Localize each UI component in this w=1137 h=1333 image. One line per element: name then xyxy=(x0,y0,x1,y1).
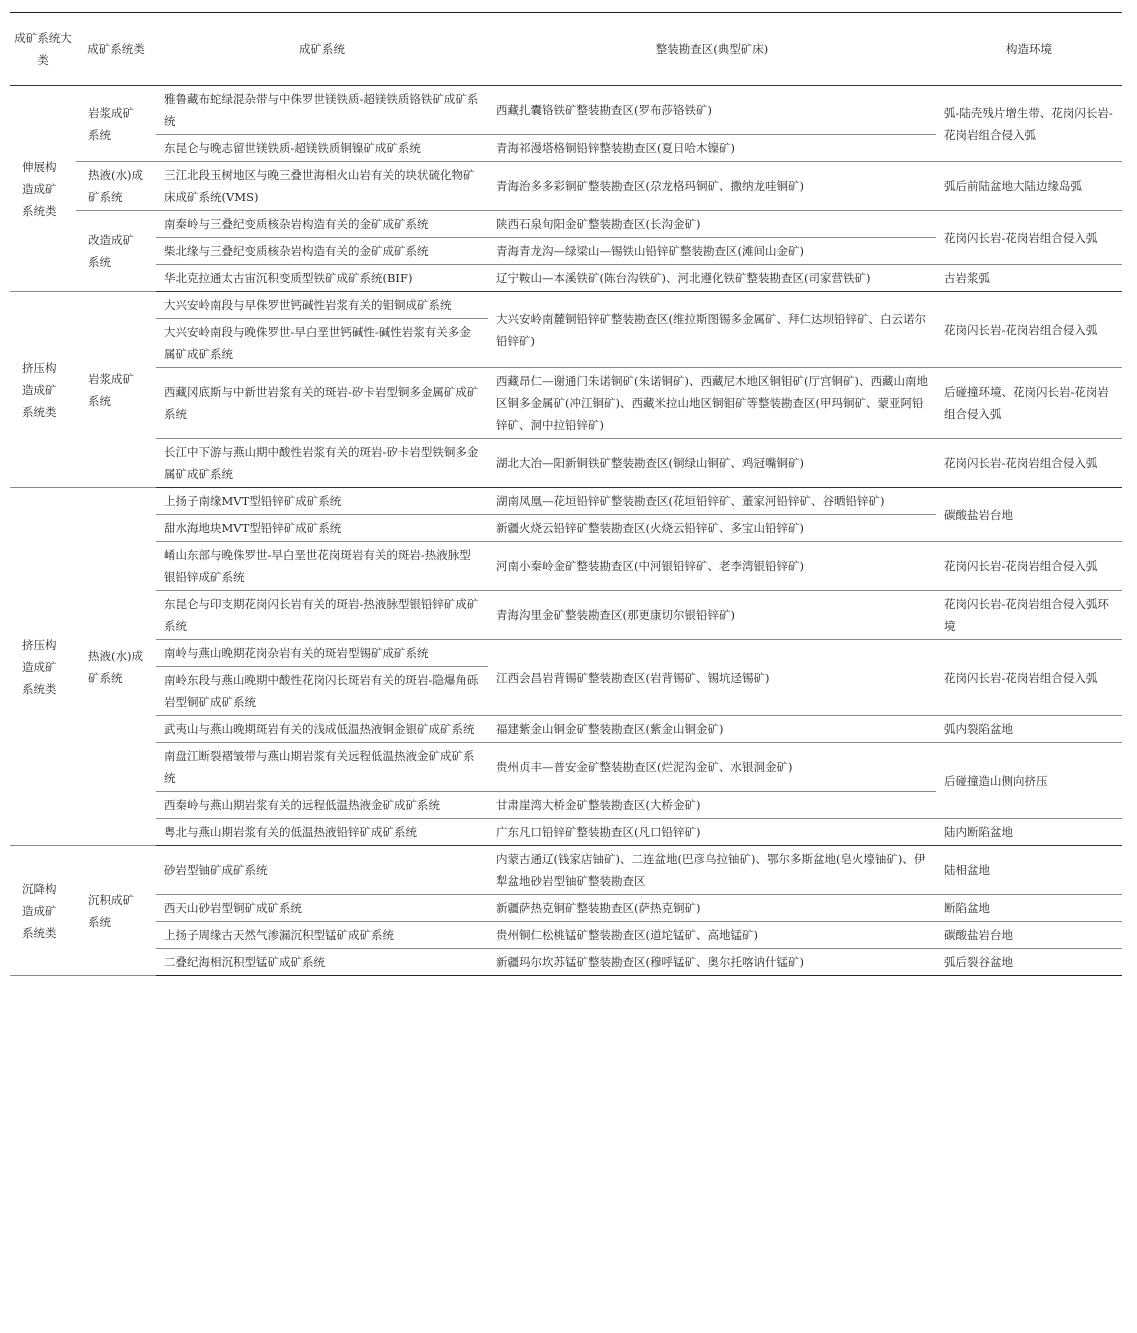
table-row xyxy=(10,162,1122,211)
tectonic-setting-cell: 弧后裂谷盆地 xyxy=(936,949,1122,976)
ore-system-cell: 东昆仑与晚志留世镁铁质-超镁铁质铜镍矿成矿系统 xyxy=(156,135,488,162)
ore-system-cell: 南岭与燕山晚期花岗杂岩有关的斑岩型锡矿成矿系统 xyxy=(156,640,488,667)
table-container xyxy=(10,12,1122,976)
exploration-area-cell: 湖北大冶—阳新铜铁矿整装勘查区(铜绿山铜矿、鸡冠嘴铜矿) xyxy=(488,439,936,488)
ore-system-cell: 大兴安岭南段与早侏罗世钙碱性岩浆有关的钼铜成矿系统 xyxy=(156,292,488,319)
ore-system-cell: 南盘江断裂褶皱带与燕山期岩浆有关远程低温热液金矿成矿系统 xyxy=(156,743,488,792)
table-row xyxy=(10,368,1122,439)
ore-system-cell: 雅鲁藏布蛇绿混杂带与中侏罗世镁铁质-超镁铁质铬铁矿成矿系统 xyxy=(156,86,488,135)
header-tectonic-setting: 构造环境 xyxy=(936,13,1122,86)
ore-system-cell: 二叠纪海相沉积型锰矿成矿系统 xyxy=(156,949,488,976)
ore-system-cell: 上扬子南缘MVT型铅锌矿成矿系统 xyxy=(156,488,488,515)
exploration-area-cell: 福建紫金山铜金矿整装勘查区(紫金山铜金矿) xyxy=(488,716,936,743)
exploration-area-cell: 陕西石泉旬阳金矿整装勘查区(长沟金矿) xyxy=(488,211,936,238)
exploration-area-cell: 内蒙古通辽(钱家店铀矿)、二连盆地(巴彦乌拉铀矿)、鄂尔多斯盆地(皂火壕铀矿)、伊犁盆地砂岩型铀矿整装勘查区 xyxy=(488,846,936,895)
table-row xyxy=(10,86,1122,135)
ore-system-cell: 大兴安岭南段与晚侏罗世-早白垩世钙碱性-碱性岩浆有关多金属矿成矿系统 xyxy=(156,319,488,368)
system-class-cell: 沉积成矿系统 xyxy=(76,846,156,976)
ore-system-cell: 长江中下游与燕山期中酸性岩浆有关的斑岩-矽卡岩型铁铜多金属矿成矿系统 xyxy=(156,439,488,488)
tectonic-setting-cell: 弧后前陆盆地大陆边缘岛弧 xyxy=(936,162,1122,211)
major-class-cell: 挤压构造成矿系统类 xyxy=(10,292,76,488)
tectonic-setting-cell: 古岩浆弧 xyxy=(936,265,1122,292)
tectonic-setting-cell: 陆内断陷盆地 xyxy=(936,819,1122,846)
exploration-area-cell: 西藏昂仁—谢通门朱诺铜矿(朱诺铜矿)、西藏尼木地区铜钼矿(厅宫铜矿)、西藏山南地区铜多金属矿(冲江铜矿)、西藏米拉山地区铜钼矿等整装勘查区(甲玛铜矿、蒙亚阿铅锌矿、洞中拉铅锌矿) xyxy=(488,368,936,439)
ore-system-cell: 西天山砂岩型铜矿成矿系统 xyxy=(156,895,488,922)
ore-system-cell: 柴北缘与三叠纪变质核杂岩构造有关的金矿成矿系统 xyxy=(156,238,488,265)
table-row xyxy=(10,488,1122,515)
exploration-area-cell: 大兴安岭南麓铜铅锌矿整装勘查区(维拉斯图锡多金属矿、拜仁达坝铅锌矿、白云诺尔铅锌矿) xyxy=(488,292,936,368)
table-row xyxy=(10,716,1122,743)
major-class-cell: 挤压构造成矿系统类 xyxy=(10,488,76,846)
table-row xyxy=(10,846,1122,895)
tectonic-setting-cell: 碳酸盐岩台地 xyxy=(936,488,1122,542)
system-class-cell: 热液(水)成矿系统 xyxy=(76,488,156,846)
tectonic-setting-cell: 花岗闪长岩-花岗岩组合侵入弧环境 xyxy=(936,591,1122,640)
exploration-area-cell: 青海治多多彩铜矿整装勘查区(尕龙格玛铜矿、撒纳龙哇铜矿) xyxy=(488,162,936,211)
tectonic-setting-cell: 弧-陆壳残片增生带、花岗闪长岩-花岗岩组合侵入弧 xyxy=(936,86,1122,162)
exploration-area-cell: 西藏扎囊铬铁矿整装勘查区(罗布莎铬铁矿) xyxy=(488,86,936,135)
tectonic-setting-cell: 断陷盆地 xyxy=(936,895,1122,922)
ore-system-cell: 西秦岭与燕山期岩浆有关的远程低温热液金矿成矿系统 xyxy=(156,792,488,819)
table-row xyxy=(10,949,1122,976)
exploration-area-cell: 湖南凤凰—花垣铅锌矿整装勘查区(花垣铅锌矿、董家河铅锌矿、谷晒铅锌矿) xyxy=(488,488,936,515)
ore-system-cell: 上扬子周缘古天然气渗漏沉积型锰矿成矿系统 xyxy=(156,922,488,949)
table-row xyxy=(10,542,1122,591)
ore-system-cell: 砂岩型铀矿成矿系统 xyxy=(156,846,488,895)
ore-system-cell: 粤北与燕山期岩浆有关的低温热液铅锌矿成矿系统 xyxy=(156,819,488,846)
exploration-area-cell: 青海祁漫塔格铜铅锌整装勘查区(夏日哈木镍矿) xyxy=(488,135,936,162)
exploration-area-cell: 新疆火烧云铅锌矿整装勘查区(火烧云铅锌矿、多宝山铅锌矿) xyxy=(488,515,936,542)
system-class-cell: 热液(水)成矿系统 xyxy=(76,162,156,211)
header-ore-system: 成矿系统 xyxy=(156,13,488,86)
ore-system-cell: 甜水海地块MVT型铅锌矿成矿系统 xyxy=(156,515,488,542)
exploration-area-cell: 新疆玛尔坎苏锰矿整装勘查区(穆呼锰矿、奥尔托喀讷什锰矿) xyxy=(488,949,936,976)
exploration-area-cell: 江西会昌岩背锡矿整装勘查区(岩背锡矿、锡坑迳锡矿) xyxy=(488,640,936,716)
table-row xyxy=(10,265,1122,292)
exploration-area-cell: 新疆萨热克铜矿整装勘查区(萨热克铜矿) xyxy=(488,895,936,922)
header-row xyxy=(10,13,1122,86)
table-row xyxy=(10,591,1122,640)
table-row xyxy=(10,922,1122,949)
table-row xyxy=(10,743,1122,792)
tectonic-setting-cell: 花岗闪长岩-花岗岩组合侵入弧 xyxy=(936,211,1122,265)
header-system-class: 成矿系统类 xyxy=(76,13,156,86)
table-row xyxy=(10,819,1122,846)
tectonic-setting-cell: 花岗闪长岩-花岗岩组合侵入弧 xyxy=(936,542,1122,591)
ore-system-cell: 南秦岭与三叠纪变质核杂岩构造有关的金矿成矿系统 xyxy=(156,211,488,238)
header-exploration-area: 整装勘查区(典型矿床) xyxy=(488,13,936,86)
exploration-area-cell: 广东凡口铅锌矿整装勘查区(凡口铅锌矿) xyxy=(488,819,936,846)
exploration-area-cell: 青海沟里金矿整装勘查区(那更康切尔银铅锌矿) xyxy=(488,591,936,640)
exploration-area-cell: 甘肃崖湾大桥金矿整装勘查区(大桥金矿) xyxy=(488,792,936,819)
tectonic-setting-cell: 花岗闪长岩-花岗岩组合侵入弧 xyxy=(936,439,1122,488)
major-class-cell: 伸展构造成矿系统类 xyxy=(10,86,76,292)
exploration-area-cell: 辽宁鞍山—本溪铁矿(陈台沟铁矿)、河北遵化铁矿整装勘查区(司家营铁矿) xyxy=(488,265,936,292)
header-major-class: 成矿系统大类 xyxy=(10,13,76,86)
ore-system-cell: 三江北段玉树地区与晚三叠世海相火山岩有关的块状硫化物矿床成矿系统(VMS) xyxy=(156,162,488,211)
ore-system-table xyxy=(10,12,1122,976)
tectonic-setting-cell: 陆相盆地 xyxy=(936,846,1122,895)
system-class-cell: 岩浆成矿系统 xyxy=(76,292,156,488)
system-class-cell: 岩浆成矿系统 xyxy=(76,86,156,162)
tectonic-setting-cell: 后碰撞环境、花岗闪长岩-花岗岩组合侵入弧 xyxy=(936,368,1122,439)
tectonic-setting-cell: 后碰撞造山侧向挤压 xyxy=(936,743,1122,819)
ore-system-cell: 南岭东段与燕山晚期中酸性花岗闪长斑岩有关的斑岩-隐爆角砾岩型铜矿成矿系统 xyxy=(156,667,488,716)
ore-system-cell: 西藏冈底斯与中新世岩浆有关的斑岩-矽卡岩型铜多金属矿成矿系统 xyxy=(156,368,488,439)
table-row xyxy=(10,211,1122,238)
table-row xyxy=(10,640,1122,667)
exploration-area-cell: 贵州铜仁松桃锰矿整装勘查区(道坨锰矿、高地锰矿) xyxy=(488,922,936,949)
tectonic-setting-cell: 花岗闪长岩-花岗岩组合侵入弧 xyxy=(936,640,1122,716)
tectonic-setting-cell: 碳酸盐岩台地 xyxy=(936,922,1122,949)
exploration-area-cell: 河南小秦岭金矿整装勘查区(中河银铅锌矿、老李湾银铅锌矿) xyxy=(488,542,936,591)
system-class-cell: 改造成矿系统 xyxy=(76,211,156,292)
ore-system-cell: 东昆仑与印支期花岗闪长岩有关的斑岩-热液脉型银铅锌矿成矿系统 xyxy=(156,591,488,640)
ore-system-cell: 崤山东部与晚侏罗世-早白垩世花岗斑岩有关的斑岩-热液脉型银铅锌成矿系统 xyxy=(156,542,488,591)
tectonic-setting-cell: 弧内裂陷盆地 xyxy=(936,716,1122,743)
ore-system-cell: 华北克拉通太古宙沉积变质型铁矿成矿系统(BIF) xyxy=(156,265,488,292)
exploration-area-cell: 贵州贞丰—普安金矿整装勘查区(烂泥沟金矿、水银洞金矿) xyxy=(488,743,936,792)
table-row xyxy=(10,292,1122,319)
major-class-cell: 沉降构造成矿系统类 xyxy=(10,846,76,976)
tectonic-setting-cell: 花岗闪长岩-花岗岩组合侵入弧 xyxy=(936,292,1122,368)
ore-system-cell: 武夷山与燕山晚期斑岩有关的浅成低温热液铜金银矿成矿系统 xyxy=(156,716,488,743)
exploration-area-cell: 青海青龙沟—绿梁山—锡铁山铅锌矿整装勘查区(滩间山金矿) xyxy=(488,238,936,265)
table-row xyxy=(10,439,1122,488)
table-row xyxy=(10,895,1122,922)
